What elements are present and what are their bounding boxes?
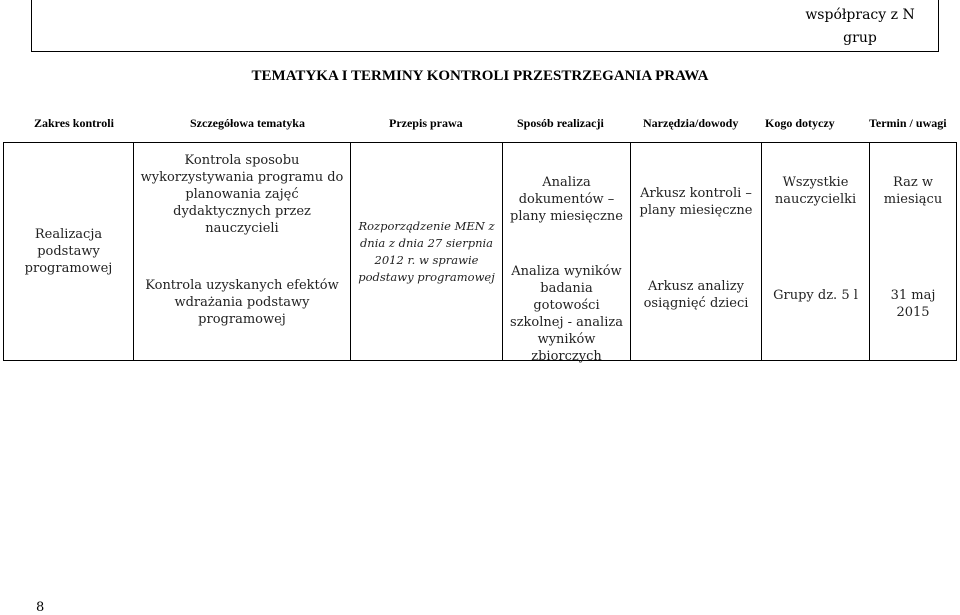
header-sposob: Sposób realizacji bbox=[517, 116, 604, 130]
page-number: 8 bbox=[36, 600, 45, 615]
header-przepis: Przepis prawa bbox=[389, 116, 463, 130]
przepis-text: Rozporządzenie MEN z dnia z dnia 27 sierpnia 2012 r. w sprawie podstawy programowej bbox=[358, 218, 495, 284]
table-row bbox=[4, 143, 957, 361]
cell-termin bbox=[870, 143, 957, 361]
narzedzia-item-1: Arkusz kontroli – plany miesięczne bbox=[639, 186, 753, 218]
tematyka-item-2: Kontrola uzyskanych efektów wdrażania podstawy programowej bbox=[145, 278, 339, 327]
cell-tematyka bbox=[134, 143, 351, 361]
top-cell bbox=[31, 0, 939, 52]
zakres-text: Realizacja podstawy programowej bbox=[24, 227, 113, 276]
column-headers bbox=[0, 116, 960, 134]
kogo-item-1: Wszystkie nauczycielki bbox=[774, 175, 857, 207]
termin-item-1: Raz w miesiącu bbox=[883, 175, 943, 207]
cell-zakres bbox=[4, 143, 134, 361]
kogo-item-2: Grupy dz. 5 l bbox=[773, 288, 858, 303]
termin-item-2: 31 maj 2015 bbox=[890, 288, 936, 320]
sposob-item-1: Analiza dokumentów – plany miesięczne bbox=[510, 175, 623, 224]
narzedzia-item-2: Arkusz analizy osiągnięć dzieci bbox=[643, 279, 749, 311]
page-title: TEMATYKA I TERMINY KONTROLI PRZESTRZEGANIA PRAWA bbox=[251, 68, 709, 84]
header-termin: Termin / uwagi bbox=[869, 116, 947, 130]
cell-sposob bbox=[503, 143, 631, 364]
header-narzedzia: Narzędzia/dowody bbox=[643, 116, 739, 130]
sposob-item-2: Analiza wyników badania gotowości szkolnej - analiza wyników zbiorczych bbox=[510, 264, 623, 364]
top-cell-line1: współpracy z N bbox=[805, 7, 915, 23]
cell-kogo bbox=[762, 143, 870, 361]
cell-narzedzia bbox=[631, 143, 762, 361]
tematyka-item-1: Kontrola sposobu wykorzystywania programu do planowania zajęć dydaktycznych przez nauczycieli bbox=[140, 153, 344, 236]
header-zakres: Zakres kontroli bbox=[34, 116, 114, 130]
control-table bbox=[3, 142, 957, 364]
header-tematyka: Szczegółowa tematyka bbox=[190, 116, 305, 130]
top-cell-line2: grup bbox=[843, 30, 877, 46]
header-kogo: Kogo dotyczy bbox=[765, 116, 835, 130]
cell-przepis bbox=[351, 143, 503, 361]
